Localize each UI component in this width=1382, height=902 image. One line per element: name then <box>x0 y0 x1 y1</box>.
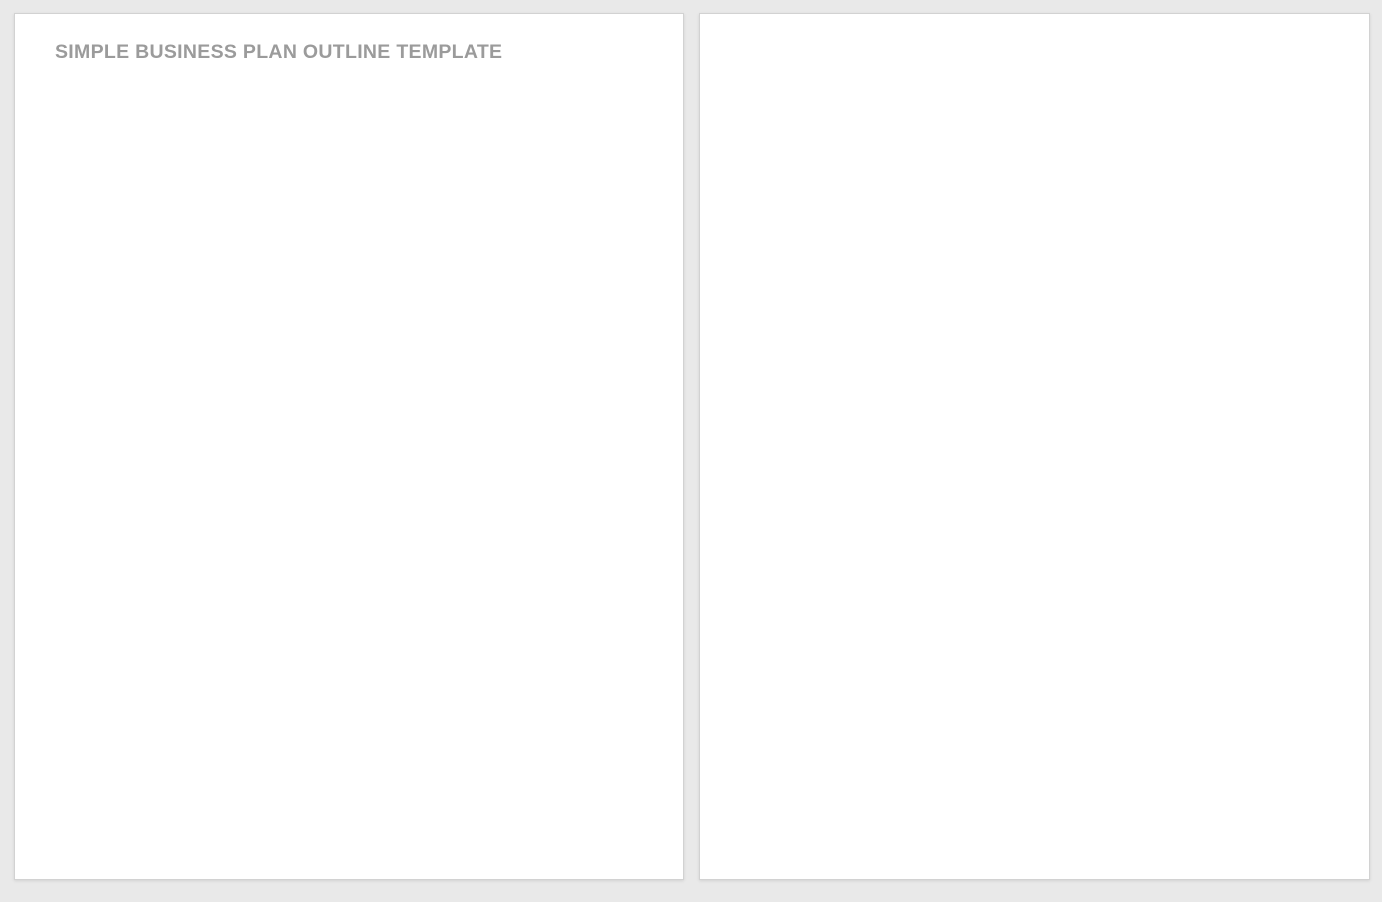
document-title: SIMPLE BUSINESS PLAN OUTLINE TEMPLATE <box>55 41 503 63</box>
document-page-1 <box>14 13 684 880</box>
document-page-2 <box>699 13 1370 880</box>
